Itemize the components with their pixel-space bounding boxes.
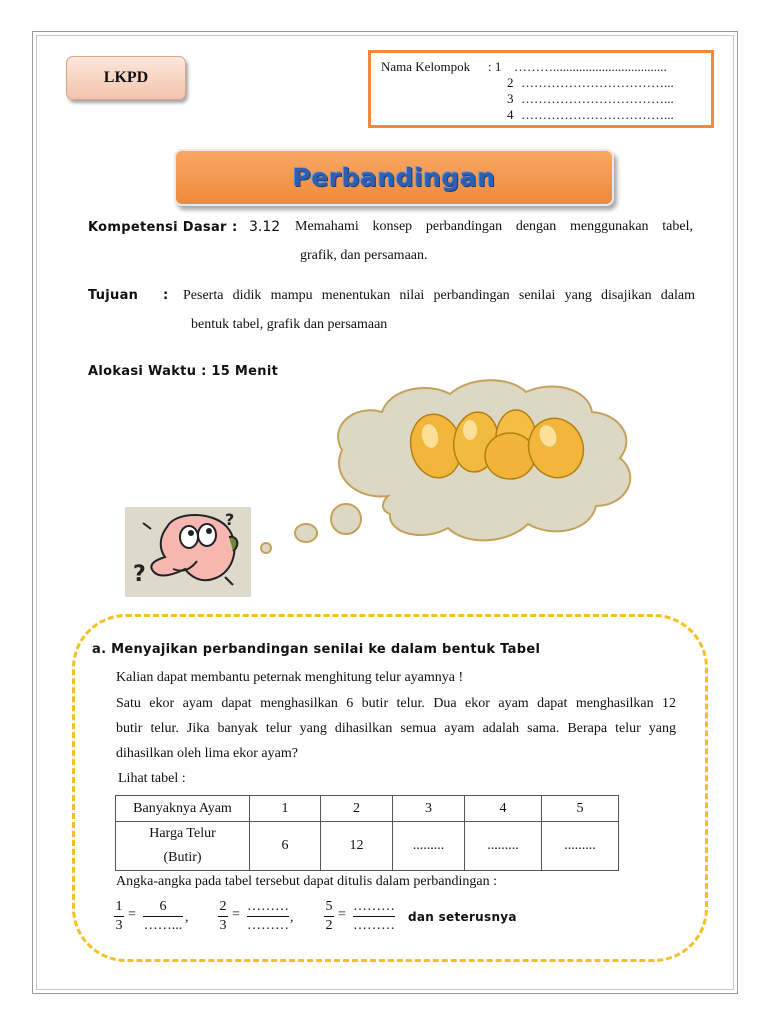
thought-bubble-small [261,543,271,553]
section-a-problem-line-1: Satu ekor ayam dapat menghasilkan 6 butir telur. Dua ekor ayam dapat menghasilkan 12 [116,696,676,711]
lihat-tabel-label: Lihat tabel : [118,771,186,786]
thought-cloud-illustration [258,378,668,558]
fraction-right[interactable]: ……… ……… [247,899,289,933]
tujuan-text-1: Peserta didik mampu menentukan nilai perbandingan senilai yang disajikan dalam [183,288,695,303]
ratio-table [115,795,619,871]
member-line-4[interactable]: ……………………………... [521,107,674,122]
nama-kelompok-label: Nama Kelompok [381,59,471,74]
table-cell: 5 [542,796,619,822]
kompetensi-label: Kompetensi Dasar [88,220,227,235]
table-cell: 12 [321,822,393,871]
page-title: Perbandingan [292,163,496,192]
member-line-1[interactable]: ………................................... [514,59,667,74]
kompetensi-text-1: Memahami konsep perbandingan dengan menggunakan tabel, [295,219,693,234]
thought-bubble-large [331,504,361,534]
equals-sign: = [232,907,240,922]
kompetensi-colon: : [232,220,238,235]
egg [485,433,535,479]
fraction-separator: , [290,910,294,925]
table-header-telur-line-2: (Butir) [163,850,202,865]
question-mark-icon: ? [133,562,146,587]
fraction-left: 1 3 [115,899,123,933]
after-table-text: Angka-angka pada tabel tersebut dapat ditulis dalam perbandingan : [116,874,497,889]
section-a-heading: a. Menyajikan perbandingan senilai ke dalam bentuk Tabel [92,642,541,657]
thought-bubble-medium [295,524,317,542]
alokasi-waktu: Alokasi Waktu : 15 Menit [88,364,279,379]
member-line-3[interactable]: ……………………………... [521,91,674,106]
fraction-separator: , [185,910,189,925]
section-a-problem-line-2: butir telur. Jika banyak telur yang dihasilkan semua ayam adalah sama. Berapa telur yang [116,721,676,736]
table-header-telur-line-1: Harga Telur [149,826,216,841]
tujuan-text-2: bentuk tabel, grafik dan persamaan [191,317,388,332]
equals-sign: = [128,907,136,922]
question-mark-icon: ? [225,510,235,529]
tujuan-colon: : [163,288,169,303]
lkpd-label: LKPD [66,56,186,100]
fraction-right[interactable]: ……… ……… [353,899,395,933]
table-cell: 1 [250,796,321,822]
table-header-telur [116,822,250,871]
table-cell-blank[interactable]: ......... [542,822,619,871]
title-banner [174,149,614,206]
table-header-ayam: Banyaknya Ayam [116,796,250,822]
table-row [116,796,619,822]
member-number-4: 4 [507,107,514,122]
table-row [116,822,619,871]
fraction-left: 5 2 [325,899,333,933]
section-a-intro: Kalian dapat membantu peternak menghitung telur ayamnya ! [116,670,464,685]
section-a-problem-line-3: dihasilkan oleh lima ekor ayam? [116,746,298,761]
kompetensi-text-2: grafik, dan persamaan. [300,248,428,263]
table-cell: 3 [393,796,465,822]
table-cell-blank[interactable]: ......... [465,822,542,871]
table-cell: 4 [465,796,542,822]
kompetensi-number: 3.12 [249,219,281,235]
table-cell: 2 [321,796,393,822]
fraction-left: 2 3 [219,899,227,933]
equals-sign: = [338,907,346,922]
table-cell: 6 [250,822,321,871]
member-number-3: 3 [507,91,514,106]
dan-seterusnya: dan seterusnya [408,910,517,924]
group-names-box [368,50,714,128]
fraction-right[interactable]: 6 ……... [143,899,183,933]
member-line-2[interactable]: ……………………………... [521,75,674,90]
thinking-person-illustration [125,507,251,597]
tujuan-label: Tujuan [88,288,139,303]
member-number-2: 2 [507,75,514,90]
table-cell-blank[interactable]: ......... [393,822,465,871]
member-number-1: : 1 [488,59,502,74]
